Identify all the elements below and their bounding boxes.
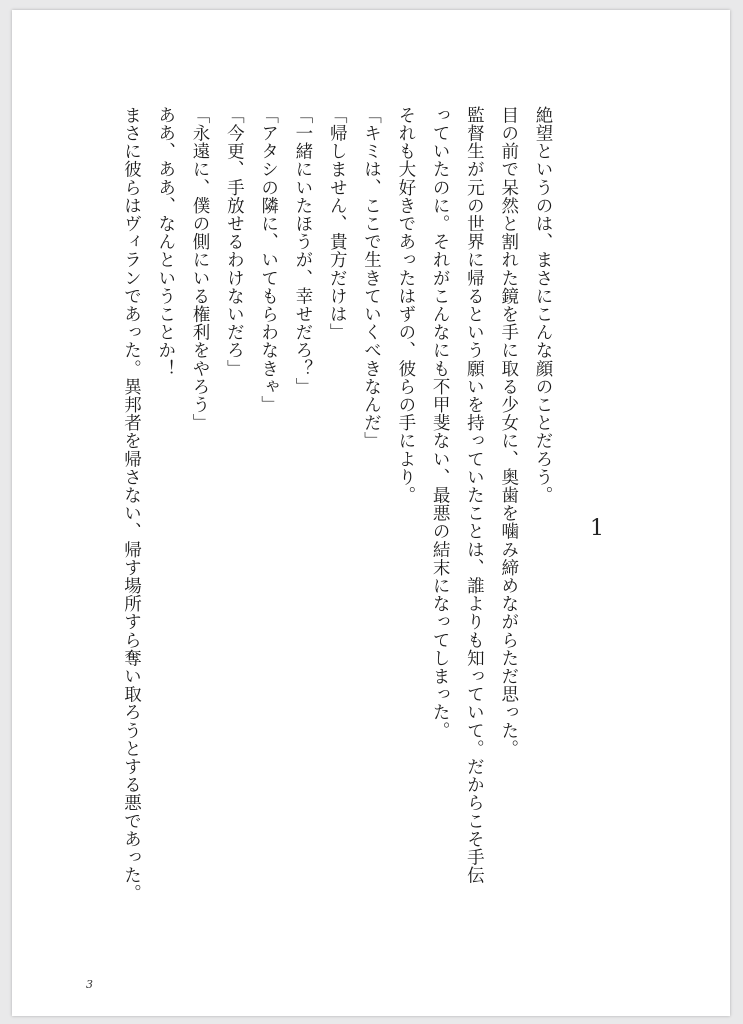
book-page — [12, 10, 730, 1016]
dialogue-line: 「アタシの隣に、いてもらわなきゃ」 — [258, 106, 279, 414]
text-line: ああ、ああ、なんということか！ — [155, 106, 176, 378]
text-line: っていたのに。それがこんなにも不甲斐ない、最悪の結末になってしまった。 — [430, 106, 451, 740]
dialogue-line: 「キミは、ここで生きていくべきなんだ」 — [361, 106, 382, 450]
text-line: まさに彼らはヴィランであった。異邦者を帰さない、帰す場所すら奪い取ろうとする悪であった。 — [121, 106, 142, 903]
dialogue-line: 「一緒にいたほうが、幸せだろ？」 — [292, 106, 313, 396]
page-number: 3 — [86, 978, 93, 991]
dialogue-line: 「帰しません、貴方だけは」 — [327, 106, 348, 342]
text-line: 監督生が元の世界に帰るという願いを持っていたことは、誰よりも知っていて。だからこそ手伝 — [464, 106, 485, 885]
text-line: それも大好きであったはずの、彼らの手により。 — [395, 106, 416, 505]
dialogue-line: 「今更、手放せるわけないだろ」 — [224, 106, 245, 378]
text-line: 絶望というのは、まさにこんな顔のことだろう。 — [533, 106, 553, 505]
vertical-body-text — [114, 106, 560, 966]
text-line: 目の前で呆然と割れた鏡を手に取る少女に、奥歯を噛み締めながらただ思った。 — [498, 106, 519, 758]
dialogue-line: 「永遠に、僕の側にいる権利をやろう」 — [190, 106, 211, 432]
chapter-number: 1 — [590, 516, 604, 541]
